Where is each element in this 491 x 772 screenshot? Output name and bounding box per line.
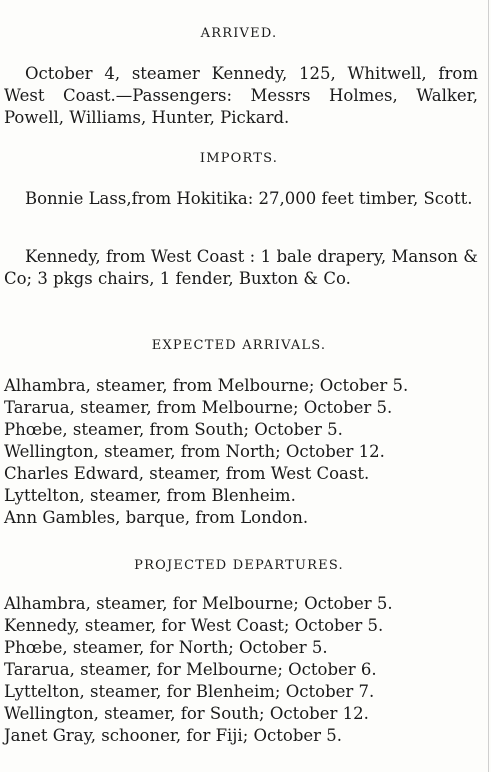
list-item: Wellington, steamer, from North; October 12. [4,442,385,461]
expected-arrivals-list [4,375,480,529]
list-item: Phœbe, steamer, from South; October 5. [4,420,343,439]
projected-departures-heading: PROJECTED DEPARTURES. [134,558,344,573]
import-item: Bonnie Lass,from Hokitika: 27,000 feet timber, Scott. [25,189,473,208]
list-item: Wellington, steamer, for South; October 12. [4,704,369,723]
expected-arrivals-heading: EXPECTED ARRIVALS. [151,338,327,353]
imports-heading: IMPORTS. [199,151,279,166]
list-item: Alhambra, steamer, from Melbourne; October 5. [4,376,409,395]
list-item: Janet Gray, schooner, for Fiji; October 5. [4,726,343,745]
arrived-paragraph: October 4, steamer Kennedy, 125, Whitwell, from West Coast.—Passengers: Messrs Holmes, Walker, Powell, Williams, Hunter, Pickard. [4,64,478,127]
projected-departures-list [4,593,480,747]
list-item: Kennedy, steamer, for West Coast; October 5. [4,616,384,635]
list-item: Charles Edward, steamer, from West Coast. [4,464,370,483]
list-item: Ann Gambles, barque, from London. [4,508,309,527]
import-item: Kennedy, from West Coast : 1 bale drapery, Manson & Co; 3 pkgs chairs, 1 fender, Buxton & Co. [4,247,478,288]
list-item: Phœbe, steamer, for North; October 5. [4,638,328,657]
list-item: Lyttelton, steamer, for Blenheim; October 7. [4,682,375,701]
column-rule [488,0,489,772]
arrived-heading: ARRIVED. [200,26,278,41]
list-item: Lyttelton, steamer, from Blenheim. [4,486,296,505]
list-item: Alhambra, steamer, for Melbourne; October 5. [4,594,393,613]
list-item: Tararua, steamer, for Melbourne; October 6. [4,660,377,679]
list-item: Tararua, steamer, from Melbourne; October 5. [4,398,393,417]
